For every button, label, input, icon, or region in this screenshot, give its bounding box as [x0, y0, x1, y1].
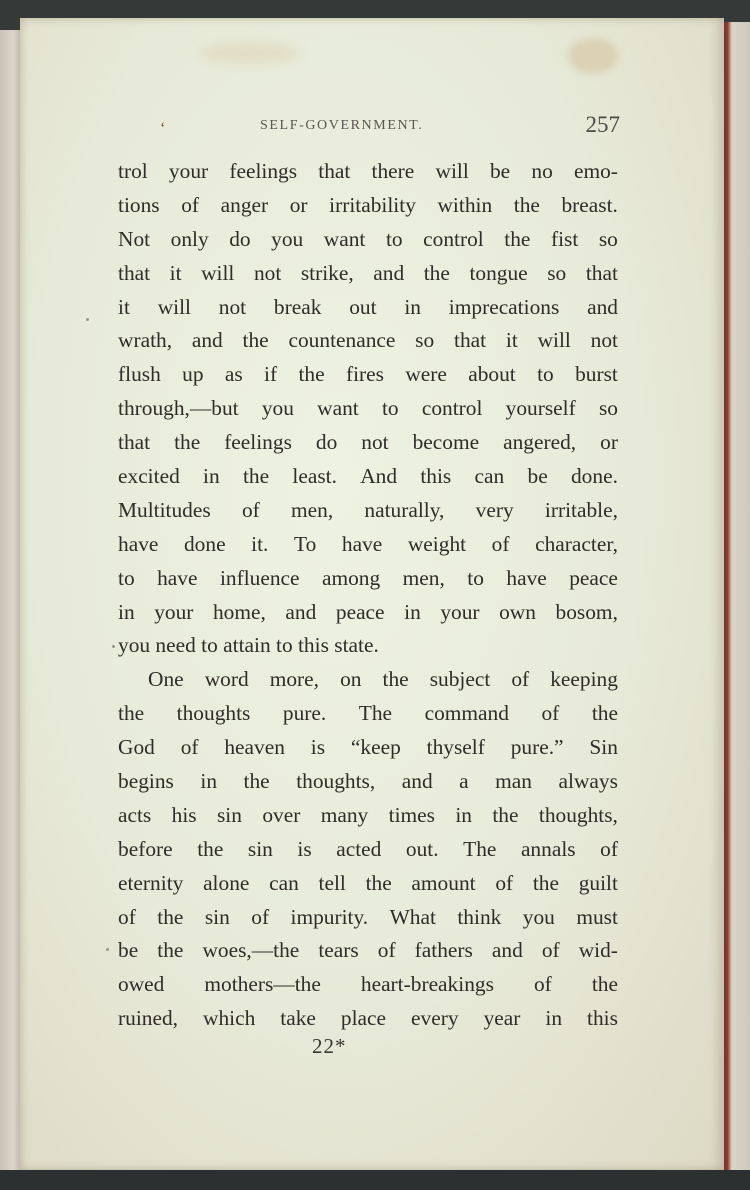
text-line: ruined, which take place every year in this — [118, 1006, 618, 1031]
text-line: be the woes,—the tears of fathers and of wid- — [118, 938, 618, 963]
page-stain — [568, 38, 618, 74]
running-head: SELF-GOVERNMENT. — [260, 118, 424, 133]
text-line: begins in the thoughts, and a man always — [118, 769, 618, 794]
right-page-edge — [722, 22, 750, 1170]
ink-mark: ‘ — [160, 120, 166, 137]
text-line: it will not break out in imprecations and — [118, 294, 618, 319]
text-line: eternity alone can tell the amount of the guilt — [118, 870, 618, 895]
body-text — [118, 155, 618, 1036]
text-line: owed mothers—the heart-breakings of the — [118, 972, 618, 997]
text-line: that the feelings do not become angered, or — [118, 430, 618, 455]
text-line: Not only do you want to control the fist so — [118, 226, 618, 251]
signature-mark: 22* — [312, 1034, 347, 1058]
text-line: you need to attain to this state. — [118, 633, 379, 658]
text-line: in your home, and peace in your own bosom, — [118, 599, 618, 624]
paper-speck — [86, 318, 89, 321]
text-line: wrath, and the countenance so that it will not — [118, 328, 618, 353]
paper-speck — [112, 645, 115, 648]
page-header — [150, 112, 620, 142]
text-line: before the sin is acted out. The annals of — [118, 836, 618, 861]
text-line: tions of anger or irritability within the breast. — [118, 192, 618, 217]
page-number: 257 — [585, 112, 620, 137]
left-page-edge — [0, 30, 22, 1170]
text-line: trol your feelings that there will be no emo- — [118, 159, 618, 183]
paragraph-start-line: One word more, on the subject of keeping — [148, 667, 618, 692]
text-line: that it will not strike, and the tongue so that — [118, 260, 618, 285]
text-line: of the sin of impurity. What think you must — [118, 904, 618, 929]
text-line: God of heaven is “keep thyself pure.” Sin — [118, 735, 618, 760]
page-stain — [200, 42, 300, 64]
text-line: flush up as if the fires were about to burst — [118, 362, 618, 387]
text-line: through,—but you want to control yourself so — [118, 396, 618, 421]
text-line: the thoughts pure. The command of the — [118, 701, 618, 726]
text-line: to have influence among men, to have peace — [118, 565, 618, 590]
text-line: acts his sin over many times in the thoughts, — [118, 802, 618, 827]
text-line: excited in the least. And this can be done. — [118, 464, 618, 489]
text-line: Multitudes of men, naturally, very irritable, — [118, 497, 618, 522]
text-line: have done it. To have weight of character, — [118, 531, 618, 556]
paper-speck — [106, 948, 109, 951]
